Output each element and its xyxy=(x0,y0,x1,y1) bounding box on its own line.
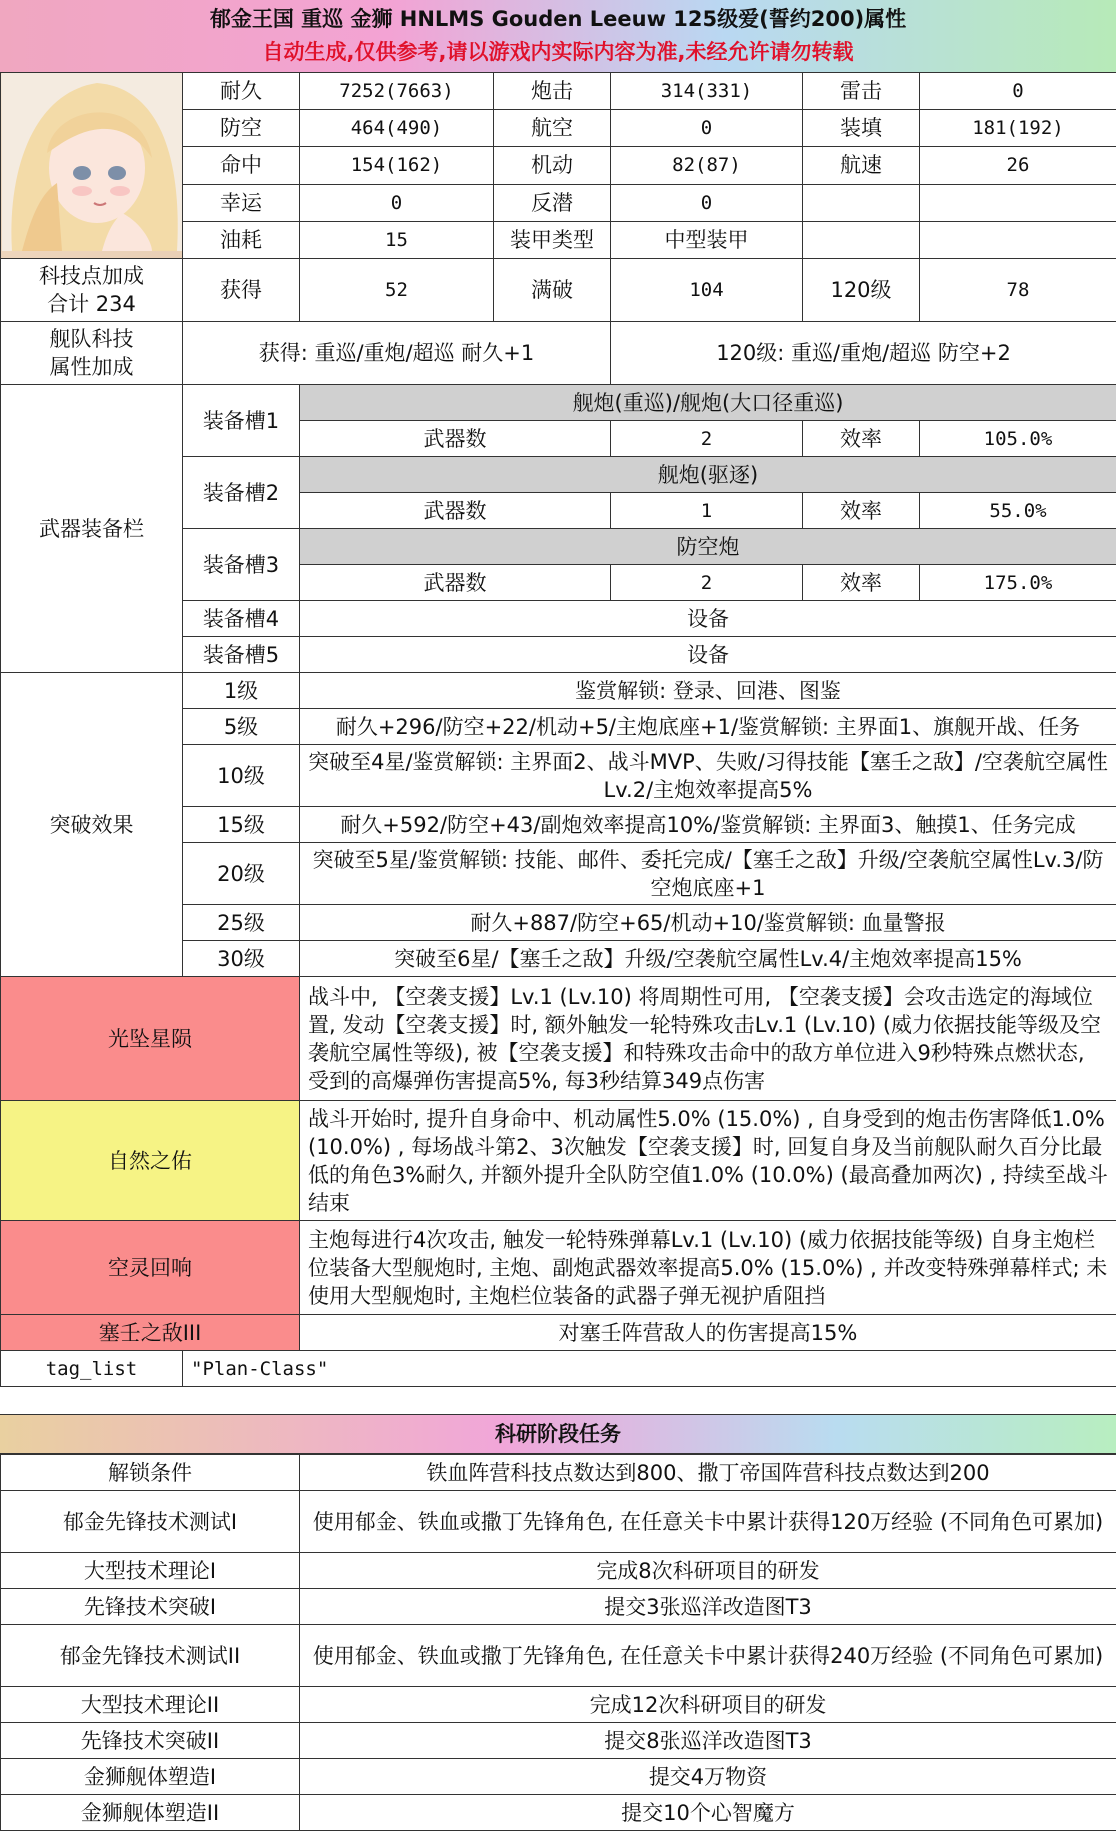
limit-break-level: 20级 xyxy=(183,843,300,905)
tech-value: 104 xyxy=(611,259,803,322)
research-task-requirement: 铁血阵营科技点数达到800、撒丁帝国阵营科技点数达到200 xyxy=(300,1455,1116,1491)
research-task-requirement: 提交4万物资 xyxy=(300,1759,1116,1795)
slot-type: 防空炮 xyxy=(300,529,1116,565)
efficiency-value: 55.0% xyxy=(920,493,1116,529)
slot-name: 装备槽1 xyxy=(183,385,300,457)
stat-label: 装甲类型 xyxy=(494,221,611,258)
skill-description: 对塞壬阵营敌人的伤害提高15% xyxy=(300,1315,1116,1351)
slot-type: 设备 xyxy=(300,637,1116,673)
limit-break-effect: 耐久+592/防空+43/副炮效率提高10%/鉴赏解锁: 主界面3、触摸1、任务完成 xyxy=(300,807,1116,843)
research-row xyxy=(1,1553,1116,1589)
limit-break-level: 15级 xyxy=(183,807,300,843)
research-row xyxy=(1,1759,1116,1795)
tag-list-row xyxy=(1,1351,1116,1387)
stat-value: 314(331) xyxy=(611,73,803,110)
research-task-requirement: 提交10个心智魔方 xyxy=(300,1795,1116,1831)
skill-row xyxy=(1,1221,1116,1315)
research-task-requirement: 使用郁金、铁血或撒丁先锋角色, 在任意关卡中累计获得120万经验 (不同角色可累加) xyxy=(300,1491,1116,1553)
research-task-name: 先锋技术突破I xyxy=(1,1589,300,1625)
efficiency-label: 效率 xyxy=(803,565,920,601)
weapon-count: 1 xyxy=(611,493,803,529)
research-task-name: 郁金先锋技术测试II xyxy=(1,1625,300,1687)
stat-value: 82(87) xyxy=(611,147,803,184)
stat-label: 反潜 xyxy=(494,184,611,221)
efficiency-label: 效率 xyxy=(803,421,920,457)
limit-break-level: 1级 xyxy=(183,673,300,709)
weapon-count-label: 武器数 xyxy=(300,421,611,457)
slot-name: 装备槽2 xyxy=(183,457,300,529)
research-section-title: 科研阶段任务 xyxy=(0,1414,1116,1454)
limit-break-effect: 突破至5星/鉴赏解锁: 技能、邮件、委托完成/【塞壬之敌】升级/空袭航空属性Lv.3/防空炮底座+1 xyxy=(300,843,1116,905)
skill-name: 自然之佑 xyxy=(1,1101,300,1221)
tech-label: 满破 xyxy=(494,259,611,322)
tech-value: 52 xyxy=(300,259,494,322)
skill-row xyxy=(1,977,1116,1101)
limit-break-label: 突破效果 xyxy=(1,673,183,977)
stat-value: 0 xyxy=(611,110,803,147)
research-task-requirement: 完成12次科研项目的研发 xyxy=(300,1687,1116,1723)
slot-type: 设备 xyxy=(300,601,1116,637)
weapon-section-label: 武器装备栏 xyxy=(1,385,183,673)
fleet-tech-label: 舰队科技 属性加成 xyxy=(1,322,183,385)
weapon-count-label: 武器数 xyxy=(300,493,611,529)
stat-label: 幸运 xyxy=(183,184,300,221)
limit-break-row xyxy=(1,673,1116,709)
character-portrait xyxy=(1,73,183,259)
stat-label: 防空 xyxy=(183,110,300,147)
stat-value: 464(490) xyxy=(300,110,494,147)
page-title: 郁金王国 重巡 金狮 HNLMS Gouden Leeuw 125级爱(誓约200)属性 xyxy=(0,0,1116,36)
slot-name: 装备槽3 xyxy=(183,529,300,601)
tech-points-row xyxy=(1,259,1116,322)
stat-label: 炮击 xyxy=(494,73,611,110)
skill-row xyxy=(1,1101,1116,1221)
limit-break-level: 5级 xyxy=(183,709,300,745)
research-task-requirement: 完成8次科研项目的研发 xyxy=(300,1553,1116,1589)
limit-break-effect: 鉴赏解锁: 登录、回港、图鉴 xyxy=(300,673,1116,709)
stat-value: 0 xyxy=(920,73,1116,110)
empty-cell xyxy=(920,184,1116,221)
slot-type: 舰炮(重巡)/舰炮(大口径重巡) xyxy=(300,385,1116,421)
limit-break-level: 30级 xyxy=(183,941,300,977)
portrait-image xyxy=(2,73,182,251)
efficiency-value: 175.0% xyxy=(920,565,1116,601)
stat-value: 154(162) xyxy=(300,147,494,184)
skill-name: 光坠星陨 xyxy=(1,977,300,1101)
skill-name: 塞壬之敌III xyxy=(1,1315,300,1351)
research-row xyxy=(1,1795,1116,1831)
skill-name: 空灵回响 xyxy=(1,1221,300,1315)
research-row xyxy=(1,1723,1116,1759)
skill-description: 战斗中, 【空袭支援】Lv.1 (Lv.10) 将周期性可用, 【空袭支援】会攻击选定的海域位置, 发动【空袭支援】时, 额外触发一轮特殊攻击Lv.1 (Lv.10) (威力依据技能等级及空袭航空属性等级), 被【空袭支援】和特殊攻击命中的敌方单位进入9秒特殊点燃状态, 受到的高爆弹伤害提高5%, 每3秒结算349点伤害 xyxy=(300,977,1116,1101)
weapon-count: 2 xyxy=(611,421,803,457)
research-row xyxy=(1,1687,1116,1723)
stat-value: 中型装甲 xyxy=(611,221,803,258)
title-banner xyxy=(0,0,1116,72)
slot-type: 舰炮(驱逐) xyxy=(300,457,1116,493)
empty-cell xyxy=(920,221,1116,258)
research-task-requirement: 提交3张巡洋改造图T3 xyxy=(300,1589,1116,1625)
weapon-slot-type-row xyxy=(1,385,1116,421)
skill-row xyxy=(1,1315,1116,1351)
research-task-name: 解锁条件 xyxy=(1,1455,300,1491)
tech-label: 120级 xyxy=(803,259,920,322)
research-row xyxy=(1,1455,1116,1491)
tech-points-label: 科技点加成 合计 234 xyxy=(1,259,183,322)
stat-label: 耐久 xyxy=(183,73,300,110)
stat-row xyxy=(1,73,1116,110)
limit-break-effect: 耐久+296/防空+22/机动+5/主炮底座+1/鉴赏解锁: 主界面1、旗舰开战、任务 xyxy=(300,709,1116,745)
stat-label: 油耗 xyxy=(183,221,300,258)
stat-value: 7252(7663) xyxy=(300,73,494,110)
research-task-requirement: 提交8张巡洋改造图T3 xyxy=(300,1723,1116,1759)
slot-name: 装备槽4 xyxy=(183,601,300,637)
stat-label: 航速 xyxy=(803,147,920,184)
research-row xyxy=(1,1625,1116,1687)
stat-label: 雷击 xyxy=(803,73,920,110)
stat-label: 命中 xyxy=(183,147,300,184)
limit-break-level: 25级 xyxy=(183,905,300,941)
skill-description: 主炮每进行4次攻击, 触发一轮特殊弹幕Lv.1 (Lv.10) (威力依据技能等级) 自身主炮栏位装备大型舰炮时, 主炮、副炮武器效率提高5.0% (15.0%) , 并改变特殊弹幕样式; 未使用大型舰炮时, 主炮栏位装备的武器子弹无视护盾阻挡 xyxy=(300,1221,1116,1315)
empty-cell xyxy=(803,221,920,258)
slot-name: 装备槽5 xyxy=(183,637,300,673)
section-spacer xyxy=(0,1387,1116,1414)
research-task-name: 大型技术理论I xyxy=(1,1553,300,1589)
limit-break-effect: 耐久+887/防空+65/机动+10/鉴赏解锁: 血量警报 xyxy=(300,905,1116,941)
stat-value: 15 xyxy=(300,221,494,258)
efficiency-label: 效率 xyxy=(803,493,920,529)
tag-list-value: "Plan-Class" xyxy=(183,1351,1116,1387)
empty-cell xyxy=(803,184,920,221)
tag-list-label: tag_list xyxy=(1,1351,183,1387)
research-task-requirement: 使用郁金、铁血或撒丁先锋角色, 在任意关卡中累计获得240万经验 (不同角色可累加) xyxy=(300,1625,1116,1687)
weapon-count: 2 xyxy=(611,565,803,601)
stat-label: 装填 xyxy=(803,110,920,147)
stat-label: 机动 xyxy=(494,147,611,184)
stats-table xyxy=(0,72,1116,1387)
research-task-name: 金狮舰体塑造II xyxy=(1,1795,300,1831)
fleet-tech-lv120: 120级: 重巡/重炮/超巡 防空+2 xyxy=(611,322,1116,385)
skill-description: 战斗开始时, 提升自身命中、机动属性5.0% (15.0%) , 自身受到的炮击伤害降低1.0% (10.0%) , 每场战斗第2、3次触发【空袭支援】时, 回复自身及当前舰队耐久百分比最低的角色3%耐久, 并额外提升全队防空值1.0% (10.0%) (最高叠加两次) , 持续至战斗结束 xyxy=(300,1101,1116,1221)
limit-break-effect: 突破至6星/【塞壬之敌】升级/空袭航空属性Lv.4/主炮效率提高15% xyxy=(300,941,1116,977)
tech-value: 78 xyxy=(920,259,1116,322)
research-task-name: 金狮舰体塑造I xyxy=(1,1759,300,1795)
research-task-name: 先锋技术突破II xyxy=(1,1723,300,1759)
research-row xyxy=(1,1491,1116,1553)
efficiency-value: 105.0% xyxy=(920,421,1116,457)
stat-label: 航空 xyxy=(494,110,611,147)
stat-value: 0 xyxy=(300,184,494,221)
research-table xyxy=(0,1454,1116,1831)
fleet-tech-row xyxy=(1,322,1116,385)
stat-value: 181(192) xyxy=(920,110,1116,147)
disclaimer-notice: 自动生成,仅供参考,请以游戏内实际内容为准,未经允许请勿转载 xyxy=(0,36,1116,68)
research-task-name: 郁金先锋技术测试I xyxy=(1,1491,300,1553)
stat-value: 0 xyxy=(611,184,803,221)
fleet-tech-obtain: 获得: 重巡/重炮/超巡 耐久+1 xyxy=(183,322,611,385)
weapon-count-label: 武器数 xyxy=(300,565,611,601)
limit-break-level: 10级 xyxy=(183,745,300,807)
research-task-name: 大型技术理论II xyxy=(1,1687,300,1723)
stat-value: 26 xyxy=(920,147,1116,184)
limit-break-effect: 突破至4星/鉴赏解锁: 主界面2、战斗MVP、失败/习得技能【塞壬之敌】/空袭航空属性Lv.2/主炮效率提高5% xyxy=(300,745,1116,807)
research-row xyxy=(1,1589,1116,1625)
tech-label: 获得 xyxy=(183,259,300,322)
